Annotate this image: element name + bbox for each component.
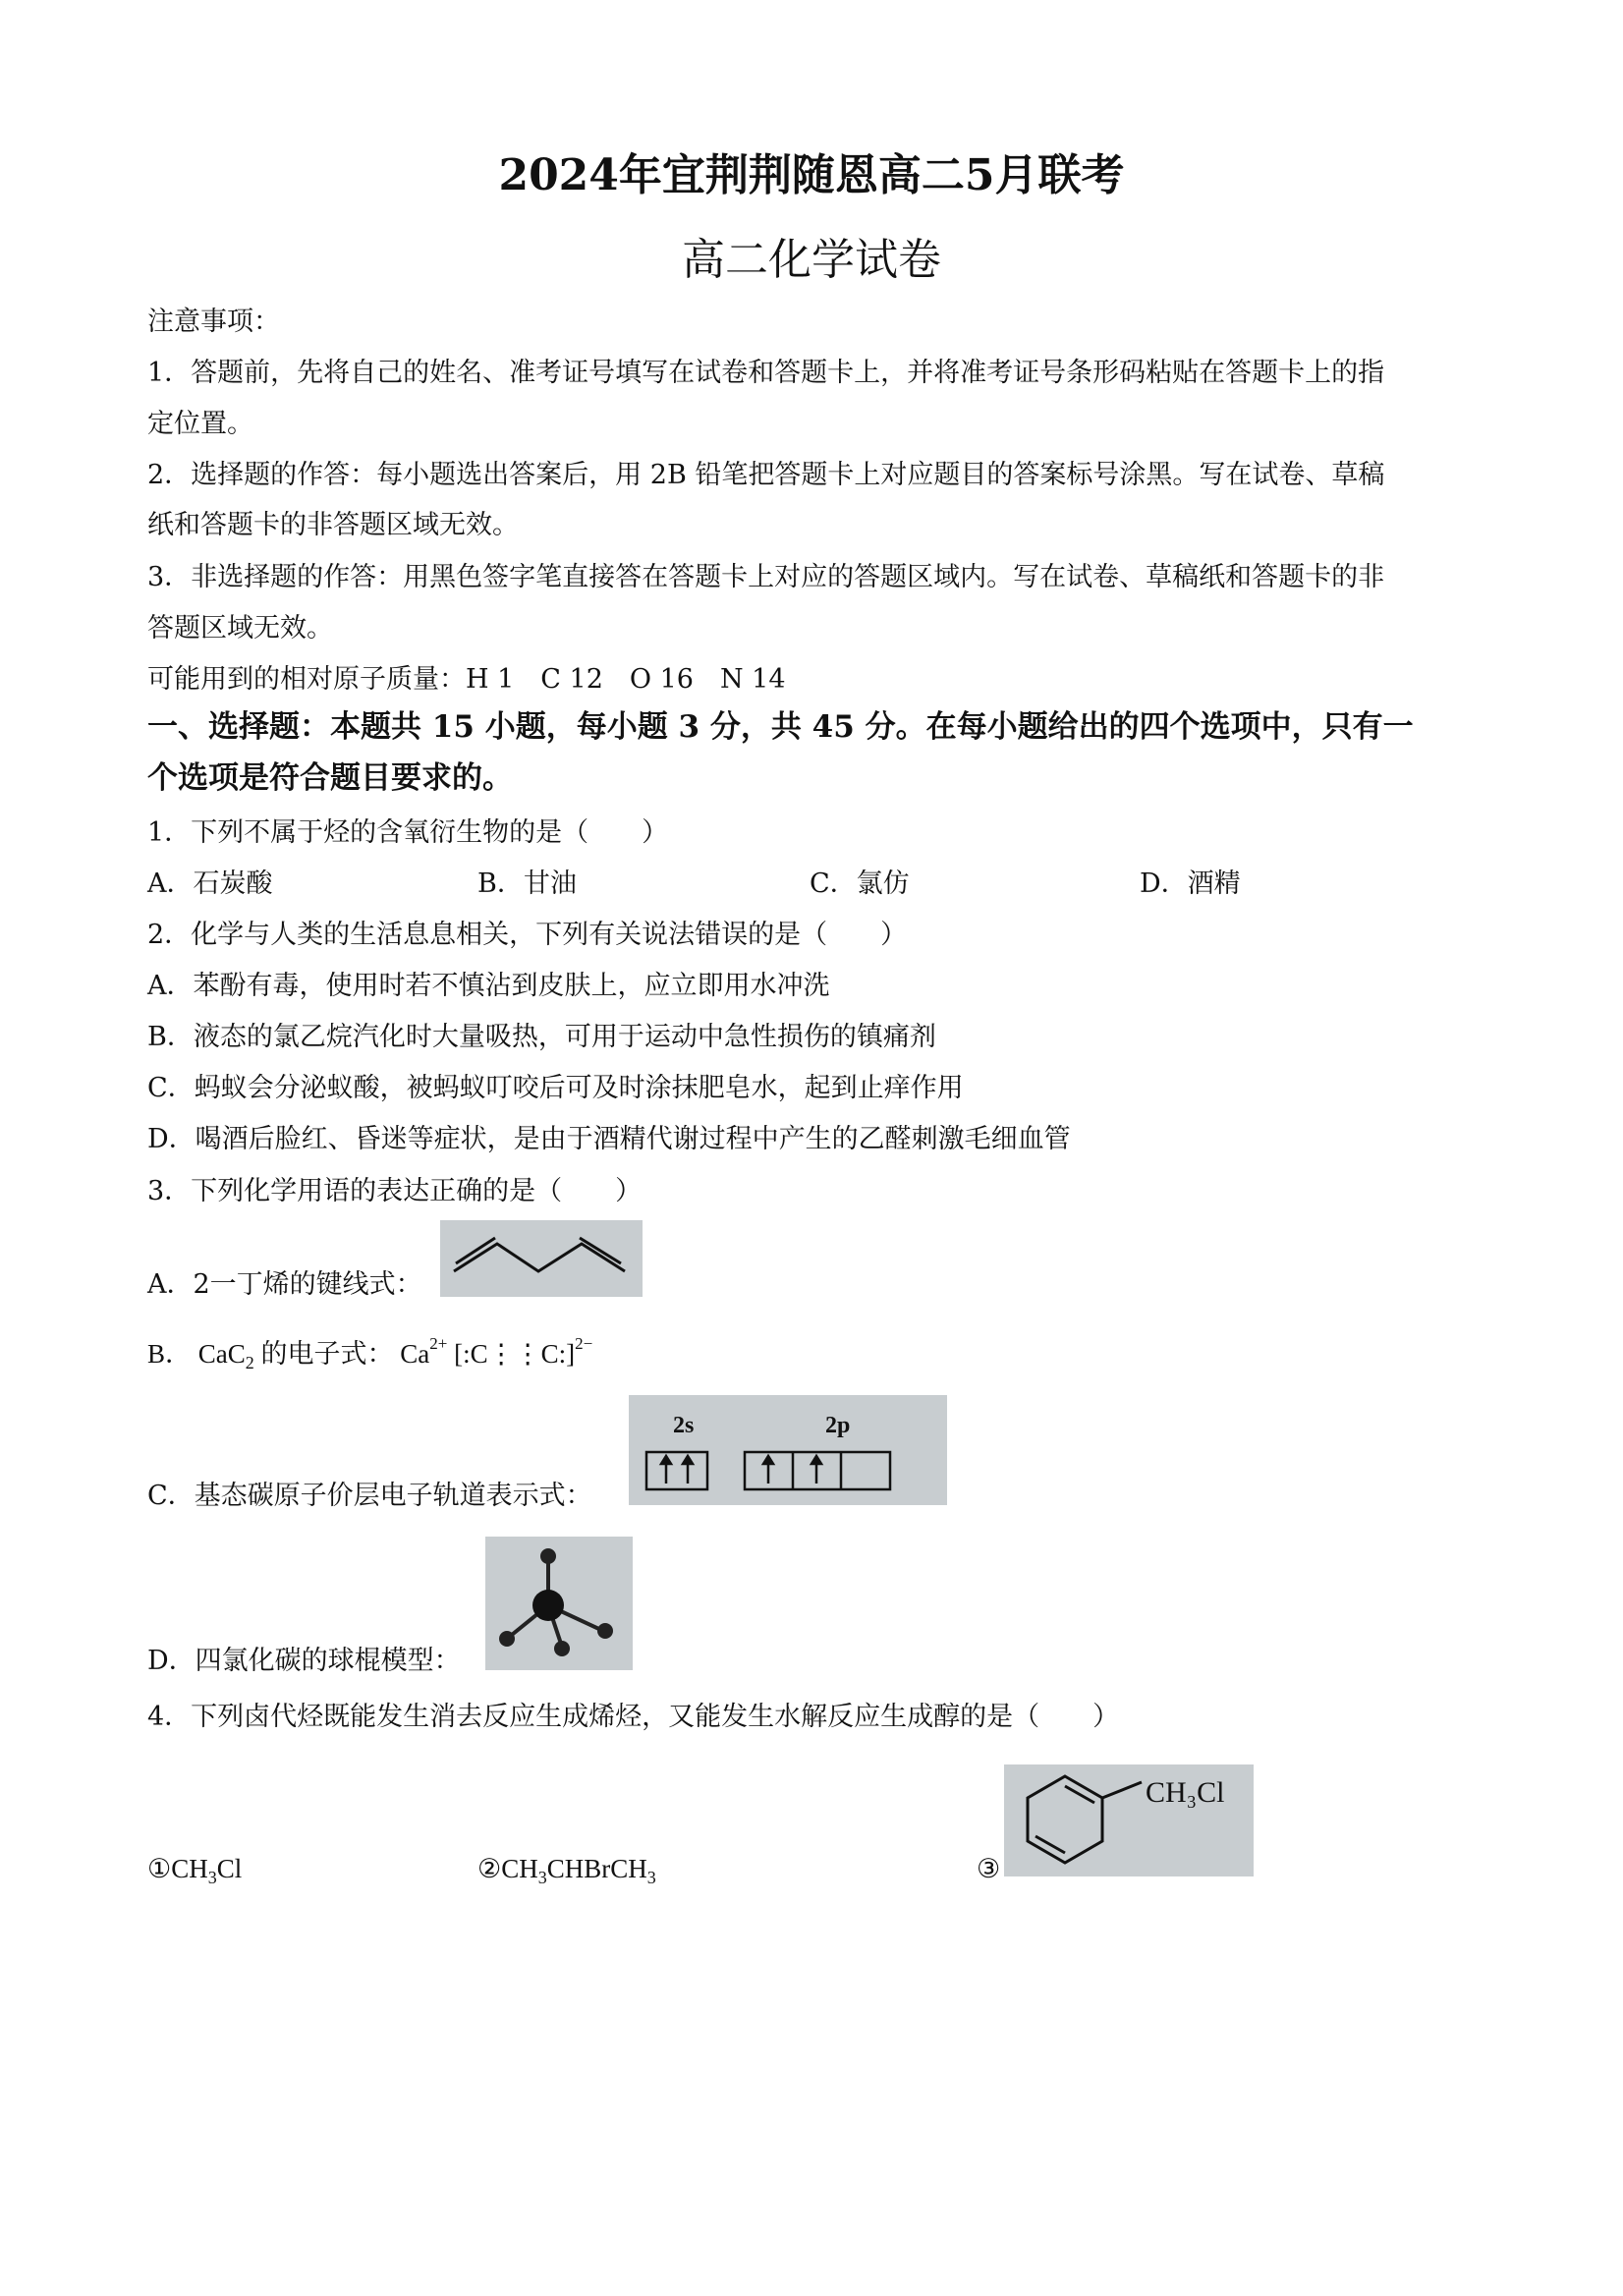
orbital-label-2p: 2p xyxy=(825,1413,851,1438)
q3-b-anion-mid: ⋮⋮ xyxy=(487,1339,541,1369)
notice-item-3-line-2: 答题区域无效。 xyxy=(147,613,333,644)
q1-option-b: B．甘油 xyxy=(477,868,577,899)
atomic-mass-line: 可能用到的相对原子质量：H 1 C 12 O 16 N 14 xyxy=(147,664,786,695)
ball-stick-model-image xyxy=(485,1537,633,1670)
q4-stem: 4．下列卤代烃既能发生消去反应生成烯烃，又能发生水解反应生成醇的是（ ） xyxy=(147,1702,1120,1732)
q4-opt2-end: CHBrCH xyxy=(546,1854,647,1883)
q3-b-prefix: B． xyxy=(147,1339,193,1369)
notice-item-1-line-1: 1．答题前，先将自己的姓名、准考证号填写在试卷和答题卡上，并将准考证号条形码粘贴在答题卡上的指 xyxy=(147,358,1385,388)
q2-option-a: A．苯酚有毒，使用时若不慎沾到皮肤上，应立即用水冲洗 xyxy=(147,971,830,1001)
notice-item-3-line-1: 3．非选择题的作答：用黑色签字笔直接答在答题卡上对应的答题区域内。写在试卷、草稿纸和答题卡的非 xyxy=(147,562,1385,592)
q3-b-mid: 的电子式： xyxy=(260,1339,394,1369)
q3-b-formula: CaC xyxy=(197,1339,246,1369)
exam-subtitle: 高二化学试卷 xyxy=(682,235,941,285)
q3-option-c: C．基态碳原子价层电子轨道表示式： xyxy=(147,1481,592,1511)
benzene-ring-icon xyxy=(1004,1764,1254,1876)
notice-item-2-line-2: 纸和答题卡的非答题区域无效。 xyxy=(147,510,519,540)
q4-option-1 xyxy=(147,1853,242,1893)
notice-item-2-line-1: 2．选择题的作答：每小题选出答案后，用 2B 铅笔把答题卡上对应题目的答案标号涂黑。写在试卷、草稿 xyxy=(147,460,1385,490)
q3-b-ion: Ca xyxy=(400,1339,430,1369)
q4-opt2-sub: 3 xyxy=(537,1868,547,1887)
notice-heading: 注意事项： xyxy=(147,307,280,337)
q4-opt2-sub2: 3 xyxy=(646,1868,656,1887)
q3-b-ion-charge: 2+ xyxy=(429,1334,448,1353)
q3-b-anion-end: C:] xyxy=(540,1339,576,1369)
q3-option-d: D．四氯化碳的球棍模型： xyxy=(147,1646,461,1676)
butene-skeletal-image xyxy=(440,1220,643,1297)
benzyl-chloride-label: CH₃Cl xyxy=(1146,1776,1225,1809)
q2-option-c: C．蚂蚁会分泌蚁酸，被蚂蚁叮咬后可及时涂抹肥皂水，起到止痒作用 xyxy=(147,1073,964,1103)
orbital-label-2s: 2s xyxy=(673,1413,695,1438)
q4-opt1-end: Cl xyxy=(216,1854,243,1883)
q3-option-b xyxy=(147,1328,592,1378)
q1-stem: 1．下列不属于烃的含氧衍生物的是（ ） xyxy=(147,817,669,848)
q2-option-d: D．喝酒后脸红、昏迷等症状，是由于酒精代谢过程中产生的乙醛刺激毛细血管 xyxy=(147,1124,1071,1154)
q4-opt2-main: CH xyxy=(501,1854,538,1883)
q4-option-2 xyxy=(477,1853,656,1893)
q4-opt1-sub: 3 xyxy=(207,1868,217,1887)
q4-opt2-mark: ② xyxy=(477,1854,502,1883)
q3-option-a: A．2一丁烯的键线式： xyxy=(147,1269,422,1300)
notice-item-1-line-2: 定位置。 xyxy=(147,409,253,439)
q3-b-anion: [:C xyxy=(454,1339,488,1369)
q1-option-a: A．石炭酸 xyxy=(147,868,273,899)
q2-option-b: B．液态的氯乙烷汽化时大量吸热，可用于运动中急性损伤的镇痛剂 xyxy=(147,1022,936,1052)
q2-stem: 2．化学与人类的生活息息相关，下列有关说法错误的是（ ） xyxy=(147,920,908,950)
q4-opt1-mark: ① xyxy=(147,1854,172,1883)
q4-opt1-main: CH xyxy=(171,1854,208,1883)
q3-stem: 3．下列化学用语的表达正确的是（ ） xyxy=(147,1176,643,1206)
section-1-heading-line-1: 一、选择题：本题共 15 小题，每小题 3 分，共 45 分。在每小题给出的四个选项中，只有一 xyxy=(147,709,1414,745)
skeletal-formula-icon xyxy=(440,1220,643,1297)
q4-option-3-mark: ③ xyxy=(977,1854,1001,1883)
q3-b-formula-sub: 2 xyxy=(245,1353,254,1372)
q1-option-d: D．酒精 xyxy=(1140,868,1241,899)
orbital-diagram-image xyxy=(629,1395,947,1505)
q3-b-anion-charge: 2− xyxy=(575,1334,593,1353)
ball-stick-model-icon xyxy=(485,1537,633,1670)
exam-title: 2024年宜荆荆随恩高二5月联考 xyxy=(498,150,1125,200)
q1-option-c: C．氯仿 xyxy=(810,868,910,899)
benzyl-chloride-image xyxy=(1004,1764,1254,1876)
orbital-diagram-icon xyxy=(629,1395,947,1505)
section-1-heading-line-2: 个选项是符合题目要求的。 xyxy=(147,760,513,796)
